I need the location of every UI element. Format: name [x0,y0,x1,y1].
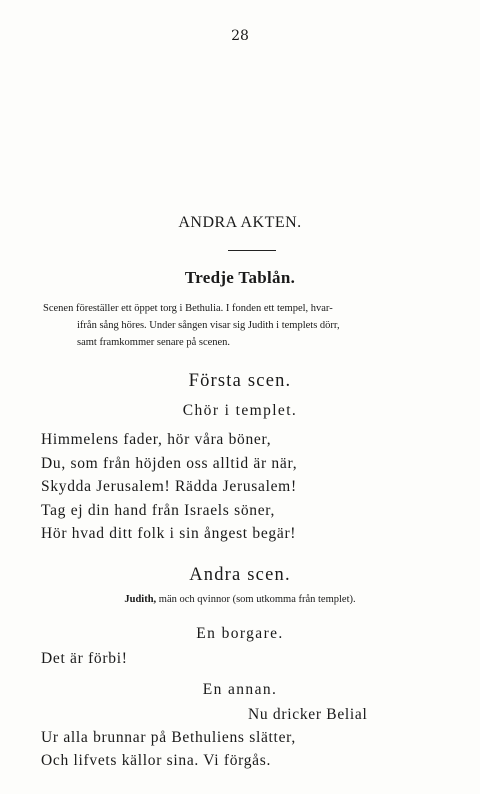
scene-1-title: Första scen. [188,371,292,391]
verse-line: Ur alla brunnar på Bethuliens slätter, [41,729,296,746]
verse-line: Nu dricker Belial [248,706,368,723]
speaker-another: En annan. [202,681,278,698]
verse-line: Det är förbi! [41,650,128,667]
act-title: ANDRA AKTEN. [178,214,302,231]
tableau-title: Tredje Tablån. [184,268,296,287]
verse-line: Och lifvets källor sina. Vi förgås. [41,752,272,769]
verse-line: Tag ej din hand från Israels söner, [41,502,276,519]
page-number: 28 [231,28,249,44]
verse-line: Skydda Jerusalem! Rädda Jerusalem! [41,478,297,495]
stage-direction-line: samt framkommer senare på scenen. [77,337,231,348]
verse-line: Himmelens fader, hör våra böner, [41,431,272,448]
scene-2-title: Andra scen. [189,565,291,585]
title-divider [228,250,276,251]
speaker-burgher: En borgare. [196,625,284,642]
verse-line: Du, som från höjden oss alltid är när, [41,455,298,472]
scene-1-speaker: Chör i templet. [182,402,298,419]
verse-line: Hör hvad ditt folk i sin ångest begär! [41,525,297,542]
scene-2-direction [0,594,480,605]
scene-2-direction-text: män och qvinnor (som utkomma från templet). [156,594,356,605]
stage-direction-line: ifrån sång höres. Under sången visar sig Judith i templets dörr, [77,320,340,331]
stage-direction-line: Scenen föreställer ett öppet torg i Bethulia. I fonden ett tempel, hvar- [43,303,333,314]
scene-2-direction-name: Judith, [124,594,157,605]
